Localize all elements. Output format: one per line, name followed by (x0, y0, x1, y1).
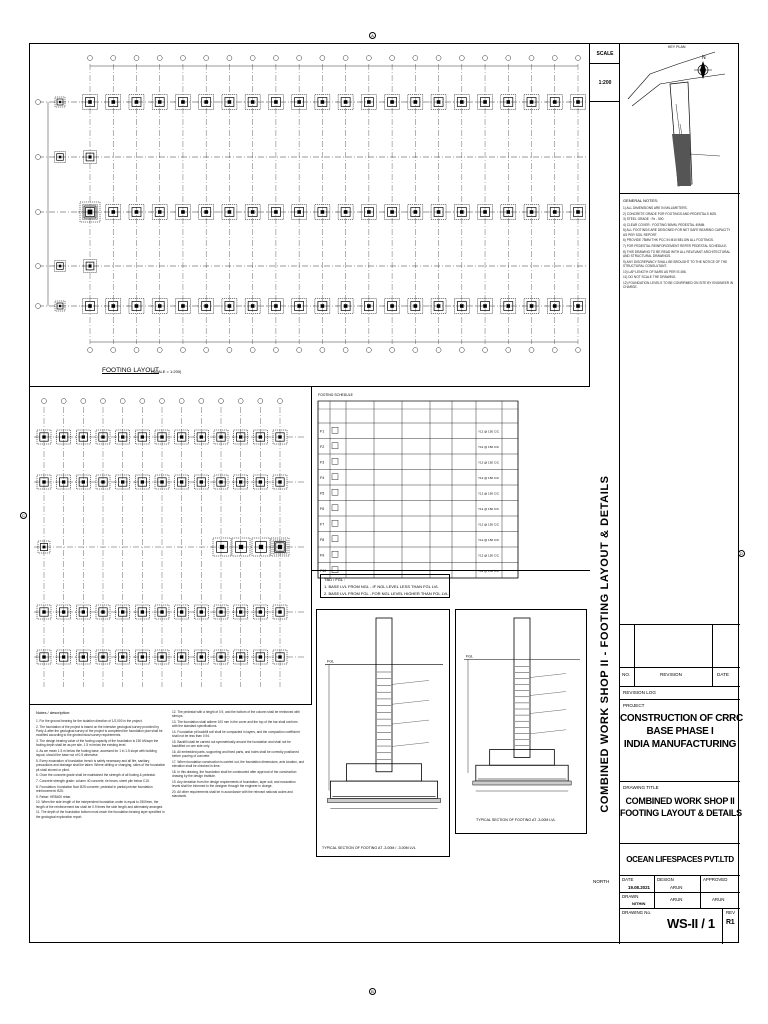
company-name: OCEAN LIFESPACES PVT.LTD (626, 855, 734, 864)
grid-bubble (436, 56, 441, 61)
grid-bubble (320, 56, 325, 61)
spec-note-item: 7. Concrete strength grade: column 40 concrete, tie beam, sheet pile below C15. (36, 779, 150, 783)
grid-bubble (390, 348, 395, 353)
leader-line (530, 692, 566, 696)
footing-symbol (193, 430, 208, 444)
general-notes-title: GENERAL NOTES: (623, 198, 658, 203)
grid-bubble (36, 264, 41, 269)
grid-bubble (140, 399, 145, 404)
footing-symbol (75, 475, 90, 489)
footing-symbol (173, 605, 188, 619)
spec-note-item: 14. Foundation pit backfill soil shall be compacted in layers, and the compaction coefficient shall not be less than 0.94. (172, 730, 300, 739)
grid-bubble (81, 399, 86, 404)
sheet-marker-right: D (738, 550, 745, 557)
project-box (620, 700, 743, 782)
spec-notes-col-2 (172, 710, 304, 800)
footing-symbol (193, 605, 208, 619)
footing-symbol (173, 475, 188, 489)
grid-bubble (250, 348, 255, 353)
schedule-footing-icon (332, 474, 338, 480)
schedule-footing-id: F10 (320, 568, 327, 573)
project-line-2: BASE PHASE I (646, 726, 714, 737)
scale-value: 1:200 (590, 64, 620, 102)
footing-symbol (383, 299, 400, 314)
grid-bubble (227, 56, 232, 61)
drawn-label: DRAWN (622, 894, 639, 899)
grid-bubble (111, 348, 116, 353)
general-note-item: 1) ALL DIMENSIONS ARE IN MILLIMETERS. (623, 206, 688, 210)
grid-bubble (219, 399, 224, 404)
grid-bubble (529, 348, 534, 353)
schedule-reinforcement: Y12 @ 150 C/C (478, 491, 500, 496)
footing-symbol (430, 95, 447, 110)
schedule-footing-icon (332, 567, 338, 573)
spec-note-item: 20. All other requirements shall be in accordance with the relevant national codes and standards. (172, 790, 293, 799)
fgl-note-line-1: 1. BASE LVL FROM NGL - IF NGL LEVEL LESS THAN FGL LVL (324, 584, 439, 589)
drawn-by-value: ARUN (670, 897, 683, 902)
schedule-footing-id: F8 (320, 537, 325, 542)
grid-bubble (343, 56, 348, 61)
general-note-item: 12) FOUNDATION LEVELS TO BE CONFIRMED ON SITE BY ENGINEER IN CHARGE. (623, 280, 734, 290)
schedule-footing-id: F2 (320, 444, 325, 449)
schedule-footing-id: F9 (320, 553, 325, 558)
footing-symbol (95, 650, 110, 664)
schedule-footing-id: F7 (320, 522, 325, 527)
footing-symbol (193, 650, 208, 664)
spec-notes-title: Notes / description: (36, 710, 71, 715)
grid-bubble (157, 348, 162, 353)
sheet-marker-left: C (20, 512, 27, 519)
general-note-item: 6) PROVIDE 75MM THK PCC IN M10 BELOW ALL FOOTINGS. (623, 238, 714, 243)
general-note-item: 11) DO NOT SCALE THE DRAWING. (623, 275, 677, 280)
grid-bubble (101, 399, 106, 404)
footing-symbol (430, 205, 447, 220)
drawing-title-label: DRAWING TITLE (623, 785, 659, 790)
spec-note-item: 17. When foundation construction is carried out, the foundation dimensions, axis location, and elevation shall be checked in time. (172, 760, 305, 769)
leader-line (530, 710, 566, 714)
partial-footing-plan (30, 387, 312, 705)
grid-bubble (36, 100, 41, 105)
footing-symbol (174, 205, 191, 220)
grid-bubble (459, 56, 464, 61)
spec-note-item: 16. All embedded parts, supporting and fixed parts, and holes shall be correctly positioned before pouring of concrete. (172, 750, 299, 759)
footing-layout-panel (30, 44, 590, 387)
vertical-drawing-title: COMBINED WORK SHOP II - FOOTING LAYOUT & DETAILS (599, 475, 611, 813)
rev-value: R1 (726, 919, 735, 926)
schedule-reinforcement: Y12 @ 150 C/C (478, 537, 500, 542)
footing-layout-plan (30, 44, 590, 387)
grid-bubble (199, 399, 204, 404)
footing-symbol (383, 205, 400, 220)
grid-bubble (204, 56, 209, 61)
leader-line (392, 700, 429, 704)
grid-bubble (413, 348, 418, 353)
general-notes-box (620, 194, 740, 624)
grid-bubble (42, 399, 47, 404)
footing-symbol (95, 430, 110, 444)
section-1-caption: TYPICAL SECTION OF FOOTING AT -3.00M / -3.00M LVL (322, 846, 416, 850)
footing-base (476, 765, 568, 781)
grid-bubble (134, 56, 139, 61)
spec-note-item: 8. Foundation: foundation floor B25 concrete, pedestal in partial precise foundation reinforcement: B25. (36, 784, 153, 793)
north-label: NORTH (593, 879, 610, 884)
general-notes-list (623, 206, 735, 291)
schedule-border (318, 401, 518, 578)
revision-no-header: NO. (622, 672, 631, 677)
grid-bubble (366, 56, 371, 61)
grid-bubble (529, 56, 534, 61)
grid-bubble (134, 348, 139, 353)
pedestal-outline (376, 618, 392, 772)
spec-note-item: 1. For the ground bearing for the isolation direction of 1/2,000 in the project. (36, 719, 143, 723)
footing-symbol (193, 475, 208, 489)
footing-symbol (173, 650, 188, 664)
key-plan-drawing (620, 44, 740, 194)
grid-bubble (36, 210, 41, 215)
schedule-reinforcement: Y12 @ 150 C/C (478, 475, 500, 480)
north-cell (590, 876, 620, 944)
date-label: DATE (622, 877, 634, 882)
leader-line (392, 680, 429, 684)
spec-note-item: 11. The depth of the foundation bottom must reach the foundation bearing layer specified in the geological exploration report. (36, 810, 165, 819)
grid-bubble (413, 56, 418, 61)
revision-header: REVISION (660, 672, 682, 677)
grid-bubble (366, 348, 371, 353)
footing-layout-scale: (SCALE = 1:200) (151, 369, 182, 374)
key-plan-label: KEY PLAN (668, 45, 686, 49)
spec-note-item: 12. The pedestal with a height of 0.9, and the bottom of the column shall be reinforced with stirrups. (172, 710, 300, 719)
grid-bubble (36, 304, 41, 309)
footing-symbol (95, 605, 110, 619)
vertical-title-strip (590, 44, 620, 944)
schedule-footing-icon (332, 458, 338, 464)
project-line-1: CONSTRUCTION OF CRRC (620, 713, 743, 724)
footing-symbol (244, 205, 261, 220)
general-note-item: 2) CONCRETE GRADE FOR FOOTINGS AND PEDESTALS M25. (623, 211, 717, 216)
footing-schedule-panel (312, 387, 590, 571)
footing-symbol (453, 95, 470, 110)
footing-symbol (453, 205, 470, 220)
spec-note-item: 4. As we mean 1.5 m below the footing base, accessed for 1 in 1.5 slope with building layout, should the base not of 0.5 otherwise. (36, 749, 157, 758)
general-note-item: 3) STEEL GRADE : Fe - 500. (623, 217, 665, 222)
partial-footing-plan-panel (30, 387, 312, 705)
schedule-reinforcement: Y12 @ 150 C/C (478, 553, 500, 558)
grid-bubble (157, 56, 162, 61)
spec-note-item: 3. The design bearing value of the footing capacity of the foundation is 150 kN/sqm the footing depth shall be as per site, 1.5 m below the existing level. (36, 739, 159, 748)
drawing-title-line-1: COMBINED WORK SHOP II (625, 796, 735, 806)
footing-symbol (173, 430, 188, 444)
spec-note-item: 18. In this drawing, the foundation shall be constructed after approval of the construction drawing by the design institute. (172, 770, 297, 779)
leader-line (392, 720, 429, 724)
grid-bubble (278, 399, 283, 404)
schedule-footing-id: F6 (320, 506, 325, 511)
grid-bubble (343, 348, 348, 353)
grid-bubble (88, 348, 93, 353)
schedule-footing-icon (332, 443, 338, 449)
general-note-item: 4) CLEAR COVER : FOOTING 50MM, PEDESTAL 40MM. (623, 222, 706, 227)
leader-line (530, 674, 566, 678)
pcc-bed (473, 781, 571, 785)
footing-symbol (174, 299, 191, 314)
footing-symbol (54, 301, 65, 311)
general-note-item: 10) LAP LENGTH OF BARS AS PER IS 456. (623, 269, 687, 274)
footing-schedule-table (312, 387, 590, 571)
project-label: PROJECT (623, 703, 645, 708)
leader-line (392, 742, 429, 746)
footing-layout-title: FOOTING LAYOUT (102, 367, 159, 374)
title-block (620, 876, 740, 944)
revision-log-row (620, 686, 740, 700)
footing-symbol (174, 95, 191, 110)
section-2-drawing (456, 610, 588, 835)
general-note-item: 7) FOR PEDESTAL REINFORCEMENT REFER PEDESTAL SCHEDULE. (623, 243, 728, 248)
fgl-label: FGL (327, 659, 334, 664)
spec-note-item: 9. Rebar: HRB400 rebar. (36, 794, 72, 799)
schedule-reinforcement: Y12 @ 150 C/C (478, 429, 500, 434)
grid-bubble (483, 56, 488, 61)
grid-bubble (88, 56, 93, 61)
schedule-footing-icon (332, 520, 338, 526)
grid-bubble (120, 399, 125, 404)
design-label: DESIGN (657, 877, 674, 882)
grid-bubble (320, 348, 325, 353)
fgl-label: FGL (466, 654, 473, 659)
schedule-reinforcement: Y12 @ 150 C/C (478, 460, 500, 465)
footing-symbol (244, 299, 261, 314)
grid-bubble (297, 348, 302, 353)
spec-notes-panel (30, 705, 312, 944)
section-2-caption: TYPICAL SECTION OF FOOTING AT -3.00M LVL (476, 818, 556, 822)
general-note-item: 8) THIS DRAWING TO BE READ WITH ALL RELEVANT ARCHITECTURAL AND STRUCTURAL DRAWINGS. (623, 249, 731, 258)
drawing-no-value: WS-II / 1 (667, 916, 715, 931)
schedule-reinforcement: Y12 @ 150 C/C (478, 506, 500, 511)
general-note-item: 5) ALL FOOTINGS ARE DESIGNED FOR NET SAFE BEARING CAPACITY AS PER SOIL REPORT. (623, 228, 731, 237)
section-1-drawing (317, 610, 451, 858)
grid-bubble (204, 348, 209, 353)
schedule-footing-icon (332, 551, 338, 557)
fgl-note-box (320, 574, 450, 598)
grid-bubble (180, 56, 185, 61)
revision-date-header: DATE (717, 672, 729, 677)
grid-bubble (506, 348, 511, 353)
title-column (590, 44, 743, 944)
grid-bubble (273, 56, 278, 61)
revision-table (620, 624, 740, 686)
grid-bubble (390, 56, 395, 61)
date-value: 19.08.2021 (628, 885, 650, 890)
footing-step (346, 764, 421, 781)
footing-symbol (54, 97, 65, 107)
grid-bubble (576, 348, 581, 353)
grid-bubble (111, 56, 116, 61)
spec-note-item: 6. Once the concrete grade shall be maintained the strength of all footing & pedestal. (36, 773, 156, 778)
footing-symbol (430, 299, 447, 314)
schedule-footing-id: F4 (320, 475, 325, 480)
fgl-note-title: TBD / FGL : (324, 577, 346, 582)
general-note-item: 9) ANY DISCREPANCY SHALL BE BROUGHT TO THE NOTICE OF THE STRUCTURAL CONSULTANT. (623, 259, 728, 268)
pcc-bed (327, 798, 440, 802)
schedule-footing-icon (332, 505, 338, 511)
schedule-footing-icon (332, 489, 338, 495)
spec-note-item: 10. When the side length of the independent foundation under is equal to 2500mm, the length of the reinforcement bar shall be 0.9 times the side length and alternately arranged. (36, 800, 164, 809)
grid-bubble (273, 348, 278, 353)
schedule-footing-id: F5 (320, 491, 325, 496)
grid-bubble (483, 348, 488, 353)
project-line-3: INDIA MANUFACTURING (623, 739, 737, 750)
grid-bubble (297, 56, 302, 61)
footing-symbol (75, 650, 90, 664)
drawn-value: NITHIN (632, 901, 646, 906)
rev-label: REV (726, 910, 736, 915)
footing-symbol (383, 95, 400, 110)
footing-symbol (75, 430, 90, 444)
spec-note-item: 2. The foundation of the project is based on the intensive geological survey provided by Party & after the geological survey of the project is completed the foundation plan shall be modified according to the geotechnical survey requirements. (36, 724, 163, 738)
grid-bubble (180, 348, 185, 353)
drawing-title-box (620, 782, 740, 844)
sheet-marker-top: A (369, 32, 376, 39)
grid-bubble (250, 56, 255, 61)
schedule-reinforcement: Y12 @ 150 C/C (478, 522, 500, 527)
grid-bubble (227, 348, 232, 353)
approved-value: ARUN (712, 897, 725, 902)
grid-bubble (258, 399, 263, 404)
schedule-reinforcement: Y12 @ 150 C/C (478, 444, 500, 449)
spec-note-item: 19. Any deviation from the design requirements of foundation, layer soil, and excavation levels shall be informed to the designer through the engineer in charge. (172, 780, 296, 789)
grid-bubble (36, 155, 41, 160)
pedestal-outline (514, 618, 530, 758)
scale-label: SCALE (590, 44, 620, 64)
fgl-note-line-2: 2. BASE LVL FROM FGL - FOR NGL LEVEL HIGHER THAN FGL LVL (324, 591, 449, 596)
schedule-footing-id: F3 (320, 460, 325, 465)
north-letter: N (702, 55, 706, 61)
grid-bubble (552, 348, 557, 353)
section-detail-2 (455, 609, 587, 834)
grid-bubble (160, 399, 165, 404)
company-box (620, 844, 740, 876)
spec-note-item: 13. The foundation shall adhere 100 mm in the cover and the top of the bar shall conform with the standard specifications. (172, 720, 298, 729)
footing-symbol (75, 605, 90, 619)
leader-line (530, 730, 566, 734)
schedule-reinforcement: Y12 @ 150 C/C (478, 568, 500, 573)
design-value: ARUN (670, 885, 683, 890)
footing-symbol (95, 475, 110, 489)
grid-bubble (61, 399, 66, 404)
schedule-footing-icon (332, 536, 338, 542)
schedule-footing-icon (332, 427, 338, 433)
footing-base (330, 781, 437, 798)
grid-bubble (238, 399, 243, 404)
grid-bubble (436, 348, 441, 353)
footing-symbol (453, 299, 470, 314)
drawing-title-line-2: FOOTING LAYOUT & DETAILS (620, 808, 742, 818)
grid-bubble (506, 56, 511, 61)
drawing-sheet (29, 43, 743, 943)
spec-note-item: 5. Every excavation of foundation trench is safely necessary and all fire, sanitary, precautions and drainage shall be taken. Where drilling or changing, sides of the foundation pit shall shored or piled. (36, 759, 166, 772)
key-plan-box (620, 44, 740, 194)
footing-symbol (244, 95, 261, 110)
revision-log-label: REVISION LOG (623, 690, 656, 695)
sheet-marker-bottom: B (369, 988, 376, 995)
section-detail-1 (316, 609, 450, 857)
approved-label: APPROVED (703, 877, 728, 882)
spec-notes-col-1 (36, 719, 166, 820)
drawing-no-label: DRAWING No. (622, 910, 652, 915)
grid-bubble (179, 399, 184, 404)
spec-note-item: 15. Backfill shall be carried out symmetrically around the foundation and shall not be backfilled on one side only. (172, 740, 291, 749)
grid-bubble (552, 56, 557, 61)
footing-schedule-title: FOOTING SCHEDULE (318, 393, 353, 397)
grid-bubble (459, 348, 464, 353)
grid-bubble (576, 56, 581, 61)
schedule-footing-id: F1 (320, 429, 325, 434)
